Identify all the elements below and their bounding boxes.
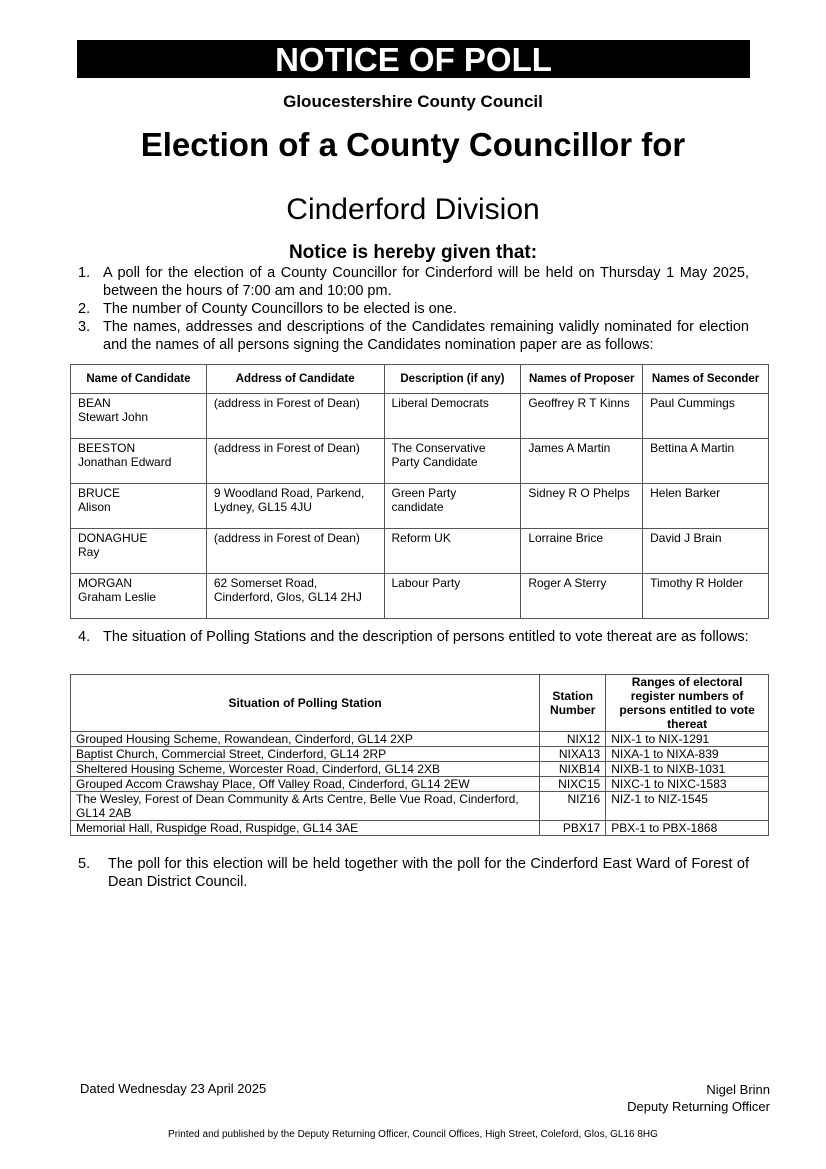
table-row [71,777,769,792]
station-situation: Baptist Church, Commercial Street, Cinderford, GL14 2RP [71,747,540,762]
polling-stations-table [70,674,769,836]
candidate-address [206,574,384,619]
candidate-name [71,484,207,529]
paragraph-number: 5. [78,856,91,872]
register-range: NIZ-1 to NIZ-1545 [606,792,769,821]
station-situation: The Wesley, Forest of Dean Community & Arts Centre, Belle Vue Road, Cinderford, GL14 2AB [71,792,540,821]
election-title: Election of a County Councillor for [140,126,686,163]
address-line: 9 Woodland Road, Parkend, [213,486,365,500]
candidate-description [384,484,521,529]
column-header: Names of Seconder [643,365,769,394]
candidate-description [384,529,521,574]
notice-heading: Notice is hereby given that: [288,242,538,263]
address-line: (address in Forest of Dean) [213,441,360,455]
seconder-name: Helen Barker [643,484,769,529]
candidate-address [206,394,384,439]
candidate-name [71,439,207,484]
column-header: Name of Candidate [71,365,207,394]
paragraph-2 [78,300,749,318]
seconder-name: Paul Cummings [643,394,769,439]
register-range: PBX-1 to PBX-1868 [606,821,769,836]
candidate-surname: MORGAN [78,576,132,590]
table-row [71,394,769,439]
description-line: candidate [391,500,444,514]
table-row [71,747,769,762]
description-line: Liberal Democrats [391,396,489,410]
paragraph-number: 2. [78,301,91,317]
station-number: PBX17 [540,821,606,836]
imprint-line: Printed and published by the Deputy Returning Officer, Council Offices, High Street, Coleford, Glos, GL16 8HG [168,1129,658,1140]
station-number: NIX12 [540,732,606,747]
notice-banner: NOTICE OF POLL [77,40,750,78]
column-header: Names of Proposer [521,365,643,394]
table-header-row [71,675,769,732]
station-number: NIXC15 [540,777,606,792]
description-line: The Conservative [391,441,486,455]
table-row [71,821,769,836]
table-row [71,762,769,777]
station-situation: Sheltered Housing Scheme, Worcester Road, Cinderford, GL14 2XB [71,762,540,777]
proposer-name: James A Martin [521,439,643,484]
register-range: NIX-1 to NIX-1291 [606,732,769,747]
candidate-forenames: Stewart John [78,410,149,424]
proposer-name: Geoffrey R T Kinns [521,394,643,439]
station-situation: Grouped Accom Crawshay Place, Off Valley Road, Cinderford, GL14 2EW [71,777,540,792]
paragraph-3 [78,318,749,354]
table-row [71,792,769,821]
seconder-name: David J Brain [643,529,769,574]
register-range: NIXC-1 to NIXC-1583 [606,777,769,792]
address-line: (address in Forest of Dean) [213,396,360,410]
paragraph-text: The names, addresses and descriptions of the Candidates remaining validly nominated for election and the names of all persons signing the Candidates nomination paper are as follows: [103,319,749,353]
candidate-description [384,439,521,484]
candidate-name [71,529,207,574]
candidate-name [71,394,207,439]
seconder-name: Bettina A Martin [643,439,769,484]
proposer-name: Roger A Sterry [521,574,643,619]
station-situation: Grouped Housing Scheme, Rowandean, Cinderford, GL14 2XP [71,732,540,747]
table-row [71,439,769,484]
column-header: Description (if any) [384,365,521,394]
candidate-name [71,574,207,619]
dated-line: Dated Wednesday 23 April 2025 [80,1081,267,1096]
paragraph-text: The number of County Councillors to be elected is one. [103,301,457,317]
register-range: NIXB-1 to NIXB-1031 [606,762,769,777]
candidate-surname: BRUCE [78,486,121,500]
candidate-address [206,439,384,484]
paragraph-text: A poll for the election of a County Councillor for Cinderford will be held on Thursday 1 May 2025, between the hours of 7:00 am and 10:00 pm. [103,265,749,299]
paragraph-4 [78,628,749,646]
station-number: NIZ16 [540,792,606,821]
paragraph-number: 4. [78,629,91,645]
description-line: Labour Party [391,576,461,590]
council-name: Gloucestershire County Council [283,92,543,111]
column-header: Address of Candidate [206,365,384,394]
candidates-table [70,364,769,619]
column-header: Situation of Polling Station [71,675,540,732]
station-number: NIXB14 [540,762,606,777]
proposer-name: Sidney R O Phelps [521,484,643,529]
address-line: 62 Somerset Road, [213,576,318,590]
candidate-address [206,484,384,529]
column-header: Ranges of electoral register numbers of persons entitled to vote thereat [606,675,769,732]
candidate-surname: DONAGHUE [78,531,148,545]
station-number: NIXA13 [540,747,606,762]
officer-name: Nigel Brinn [706,1082,770,1097]
candidate-forenames: Jonathan Edward [78,455,172,469]
candidate-address [206,529,384,574]
station-situation: Memorial Hall, Ruspidge Road, Ruspidge, GL14 3AE [71,821,540,836]
candidate-surname: BEAN [78,396,111,410]
candidate-surname: BEESTON [78,441,136,455]
table-row [71,574,769,619]
description-line: Reform UK [391,531,451,545]
paragraph-1 [78,264,749,300]
register-range: NIXA-1 to NIXA-839 [606,747,769,762]
paragraph-5 [78,855,749,891]
paragraph-number: 1. [78,265,91,281]
table-header-row [71,365,769,394]
column-header: Station Number [540,675,606,732]
paragraph-number: 3. [78,319,91,335]
proposer-name: Lorraine Brice [521,529,643,574]
description-line: Green Party [391,486,457,500]
signature-block [627,1081,770,1115]
seconder-name: Timothy R Holder [643,574,769,619]
table-row [71,484,769,529]
address-line: Lydney, GL15 4JU [213,500,312,514]
officer-title: Deputy Returning Officer [627,1099,770,1114]
division-name: Cinderford Division [286,193,540,226]
candidate-forenames: Ray [78,545,100,559]
table-row [71,732,769,747]
candidate-forenames: Alison [78,500,111,514]
paragraph-text: The situation of Polling Stations and the description of persons entitled to vote thereat are as follows: [103,629,749,645]
paragraph-text: The poll for this election will be held together with the poll for the Cinderford East Ward of Forest of Dean District Council. [108,856,749,890]
candidate-description [384,574,521,619]
candidate-forenames: Graham Leslie [78,590,157,604]
address-line: (address in Forest of Dean) [213,531,360,545]
table-row [71,529,769,574]
address-line: Cinderford, Glos, GL14 2HJ [213,590,362,604]
description-line: Party Candidate [391,455,478,469]
candidate-description [384,394,521,439]
